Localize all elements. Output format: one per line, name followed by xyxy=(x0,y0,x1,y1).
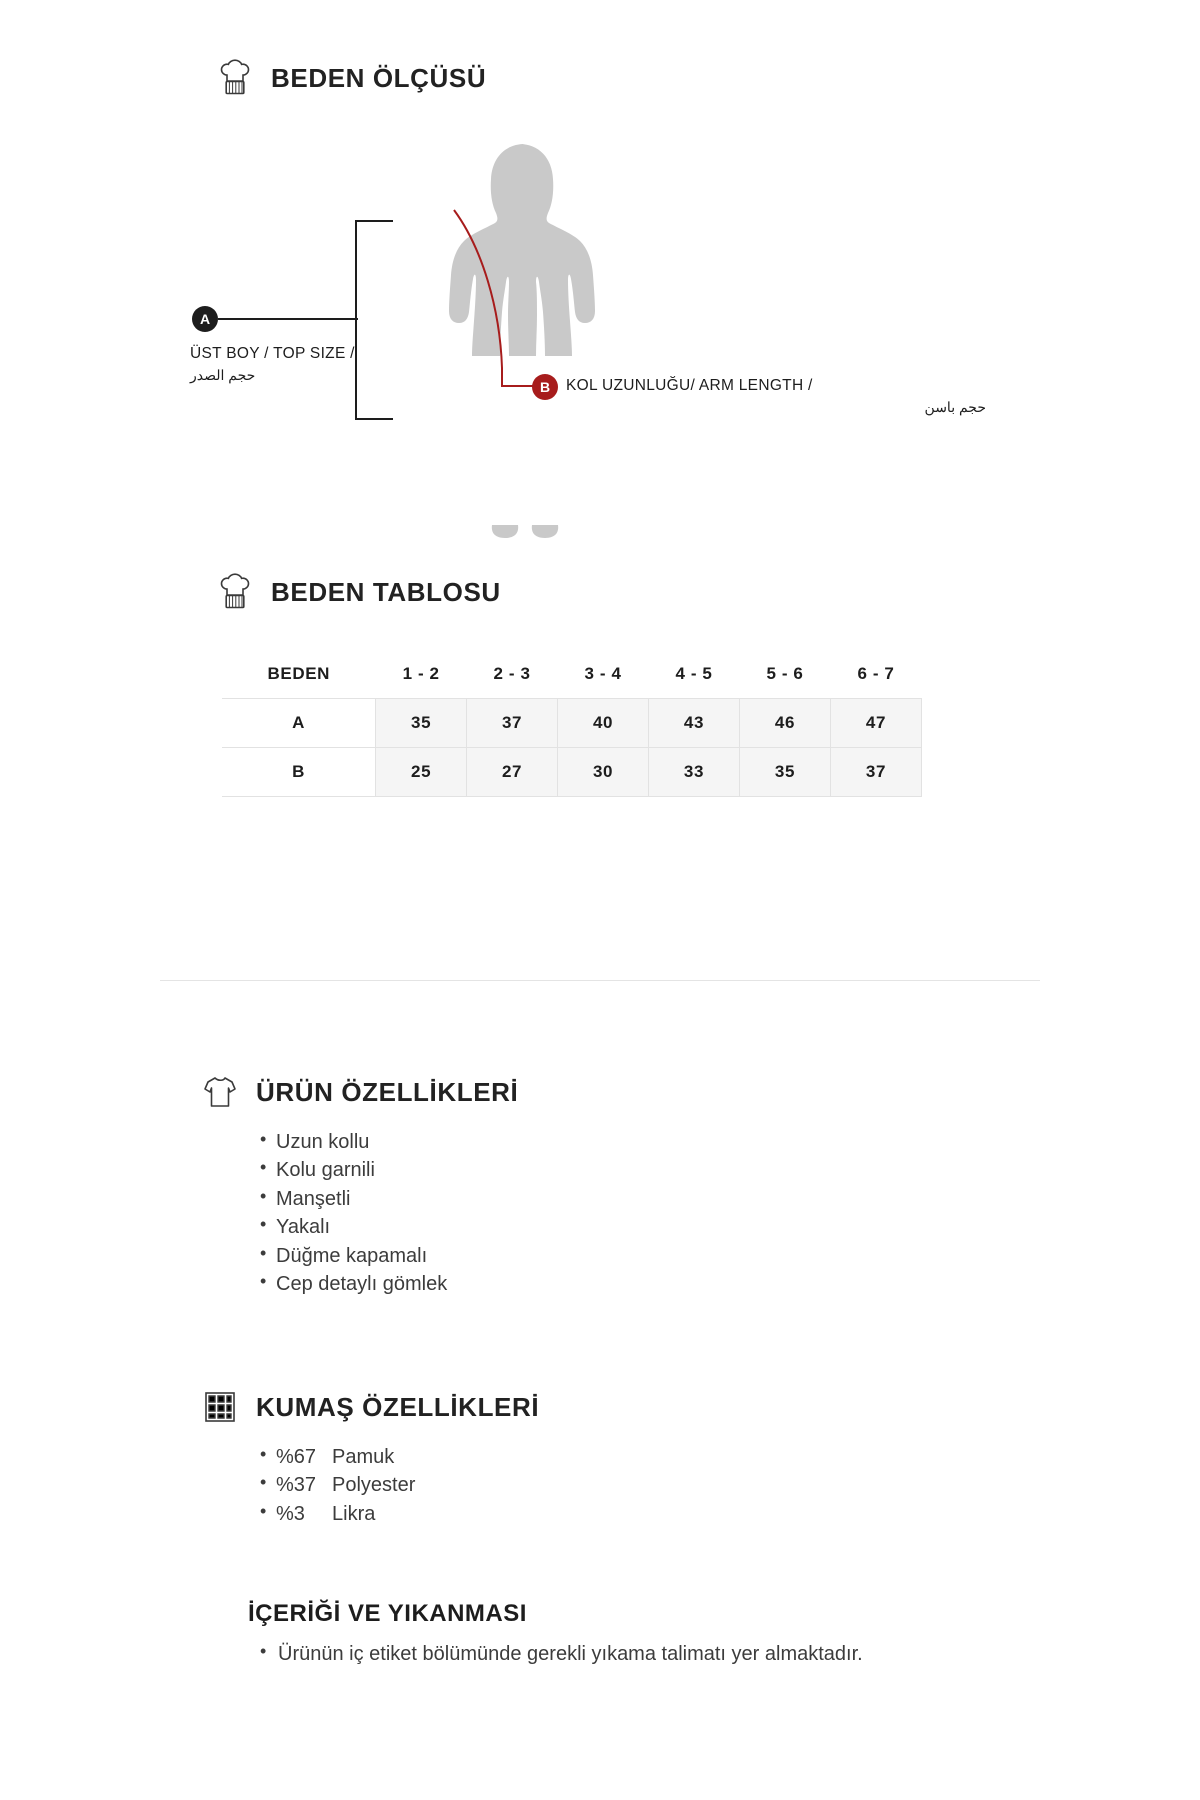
fabric-percent: %37 xyxy=(276,1474,317,1497)
fabric-name: Pamuk xyxy=(332,1446,395,1468)
care-instructions-list xyxy=(248,1640,868,1668)
leader-line-b xyxy=(448,208,568,403)
fabric-percent: %67 xyxy=(276,1446,317,1468)
product-features-list xyxy=(200,1128,518,1298)
table-cell: 43 xyxy=(649,699,740,748)
section-title: BEDEN TABLOSU xyxy=(271,576,501,607)
column-header: 2 - 3 xyxy=(467,650,558,699)
list-item xyxy=(260,1443,539,1471)
marker-a: A xyxy=(192,306,218,332)
table-cell: 33 xyxy=(649,748,740,797)
table-cell: 46 xyxy=(739,699,830,748)
label-top-size-latin: ÜST BOY / TOP SIZE / xyxy=(190,345,355,362)
list-item: • Cep detaylı gömlek xyxy=(260,1270,518,1298)
table-cell: 37 xyxy=(830,748,921,797)
table-cell: 35 xyxy=(739,748,830,797)
label-top-size xyxy=(190,342,450,386)
list-item: • Düğme kapamalı xyxy=(260,1242,518,1270)
table-cell: 37 xyxy=(467,699,558,748)
list-item: • Uzun kollu xyxy=(260,1128,518,1156)
label-arm-length-arabic: حجم باسن xyxy=(924,399,986,416)
table-cell: 25 xyxy=(376,748,467,797)
column-header: 1 - 2 xyxy=(376,650,467,699)
table-cell: 35 xyxy=(376,699,467,748)
fabric-composition-list xyxy=(200,1443,539,1528)
fabric-features-section xyxy=(200,1385,539,1528)
section-title: ÜRÜN ÖZELLİKLERİ xyxy=(256,1076,519,1107)
section-header-fabric-features xyxy=(200,1385,539,1429)
table-row xyxy=(222,699,922,748)
column-header: 3 - 4 xyxy=(558,650,649,699)
product-features-section xyxy=(200,1070,518,1298)
section-header-product-features xyxy=(200,1070,518,1114)
fabric-name: Polyester xyxy=(332,1474,416,1497)
chef-hat-icon xyxy=(215,570,255,614)
size-table-container xyxy=(222,650,922,797)
bracket-top-size xyxy=(355,220,393,420)
column-header: 4 - 5 xyxy=(649,650,740,699)
column-header: 6 - 7 xyxy=(830,650,921,699)
marker-b: B xyxy=(532,374,558,400)
label-arm-length xyxy=(566,374,986,418)
section-header-size-measure xyxy=(215,56,486,100)
row-label: B xyxy=(222,748,376,797)
row-label: A xyxy=(222,699,376,748)
fabric-name: Likra xyxy=(332,1502,376,1525)
list-item xyxy=(260,1500,539,1528)
section-title: BEDEN ÖLÇÜSÜ xyxy=(271,62,487,93)
section-title: KUMAŞ ÖZELLİKLERİ xyxy=(256,1391,540,1422)
size-table xyxy=(222,650,922,797)
label-top-size-arabic: حجم الصدر xyxy=(190,367,256,384)
list-item: • Manşetli xyxy=(260,1185,518,1213)
list-item: • Ürünün iç etiket bölümünde gerekli yıkama talimatı yer almaktadır. xyxy=(260,1640,868,1668)
column-header: 5 - 6 xyxy=(739,650,830,699)
table-cell: 40 xyxy=(558,699,649,748)
section-divider xyxy=(160,980,1040,981)
leader-line-a xyxy=(218,318,358,320)
table-cell: 47 xyxy=(830,699,921,748)
label-arm-length-latin: KOL UZUNLUĞU/ ARM LENGTH / xyxy=(566,377,813,394)
column-header: BEDEN xyxy=(222,650,376,699)
care-instructions-section xyxy=(248,1600,868,1668)
measurement-diagram xyxy=(150,130,1050,560)
table-header-row xyxy=(222,650,922,699)
table-cell: 30 xyxy=(558,748,649,797)
list-item: • Kolu garnili xyxy=(260,1156,518,1184)
section-title: İÇERİĞİ VE YIKANMASI xyxy=(248,1600,527,1627)
table-row xyxy=(222,748,922,797)
fabric-percent: %3 xyxy=(276,1502,305,1525)
list-item: • Yakalı xyxy=(260,1213,518,1241)
tshirt-icon xyxy=(200,1070,240,1114)
list-item xyxy=(260,1471,539,1499)
fabric-swatch-icon xyxy=(200,1385,240,1429)
table-cell: 27 xyxy=(467,748,558,797)
section-header-size-table xyxy=(215,570,501,614)
chef-hat-icon xyxy=(215,56,255,100)
